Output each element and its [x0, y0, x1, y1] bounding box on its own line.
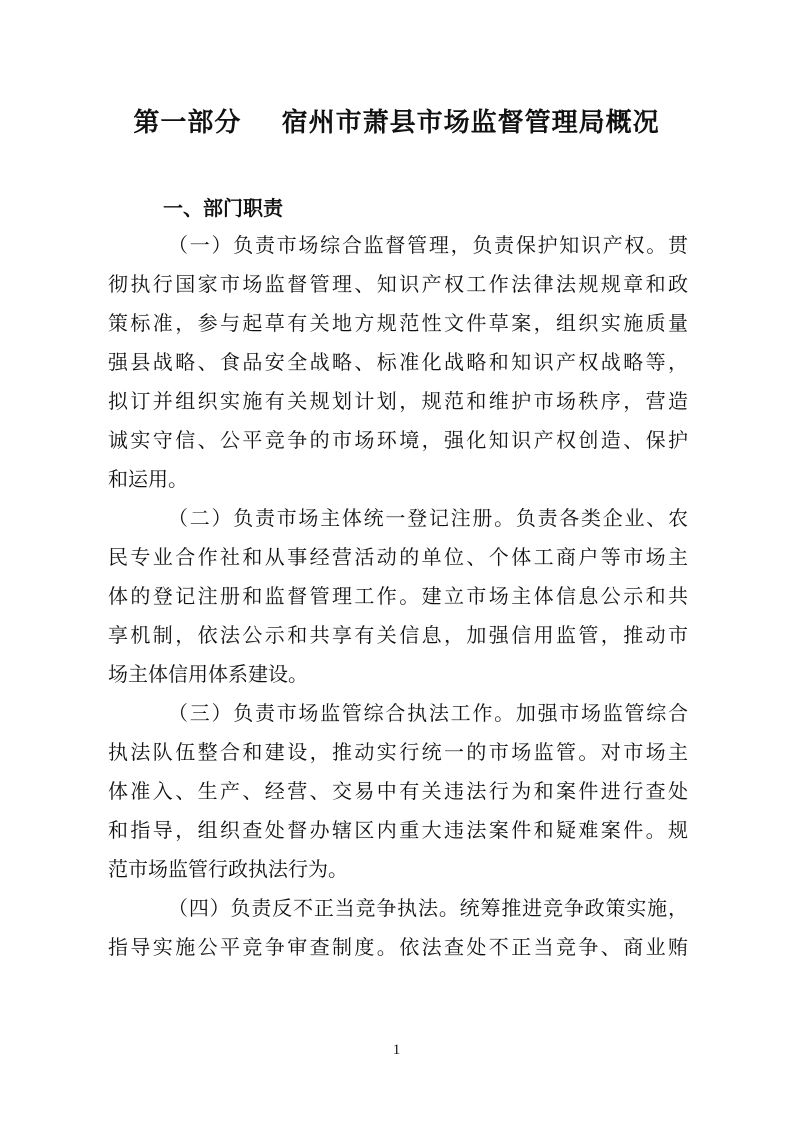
paragraph-line: （二）负责市场主体统一登记注册。负责各类企业、农: [168, 506, 688, 530]
paragraph-line: 享机制，依法公示和共享有关信息，加强信用监管，推动市: [108, 623, 688, 647]
paragraph-line: 策标准，参与起草有关地方规范性文件草案，组织实施质量: [108, 311, 688, 335]
paragraph-line: 体的登记注册和监督管理工作。建立市场主体信息公示和共: [108, 584, 688, 608]
paragraph-line: （四）负责反不正当竞争执法。统筹推进竞争政策实施，: [168, 896, 688, 920]
document-title: 第一部分 宿州市萧县市场监督管理局概况: [133, 108, 660, 138]
paragraph-line: 体准入、生产、经营、交易中有关违法行为和案件进行查处: [108, 779, 688, 803]
section-heading: 一、部门职责: [163, 196, 283, 220]
paragraph-line: 拟订并组织实施有关规划计划，规范和维护市场秩序，营造: [108, 389, 688, 413]
paragraph-line: 民专业合作社和从事经营活动的单位、个体工商户等市场主: [108, 545, 688, 569]
paragraph-line: （三）负责市场监管综合执法工作。加强市场监管综合: [168, 701, 688, 725]
paragraph-line: 彻执行国家市场监督管理、知识产权工作法律法规规章和政: [108, 272, 688, 296]
paragraph-line: 场主体信用体系建设。: [108, 662, 308, 686]
paragraph-line: 和指导，组织查处督办辖区内重大违法案件和疑难案件。规: [108, 818, 688, 842]
paragraph-line: 诚实守信、公平竞争的市场环境，强化知识产权创造、保护: [108, 428, 688, 452]
paragraph-line: 指导实施公平竞争审查制度。依法查处不正当竞争、商业贿: [108, 935, 688, 959]
paragraph-line: 强县战略、食品安全战略、标准化战略和知识产权战略等，: [108, 350, 688, 374]
paragraph-line: 执法队伍整合和建设，推动实行统一的市场监管。对市场主: [108, 740, 688, 764]
page-number: 1: [392, 1042, 401, 1058]
paragraph-line: 范市场监管行政执法行为。: [108, 857, 348, 881]
paragraph-line: 和运用。: [108, 467, 188, 491]
paragraph-line: （一）负责市场综合监督管理，负责保护知识产权。贯: [168, 233, 688, 257]
